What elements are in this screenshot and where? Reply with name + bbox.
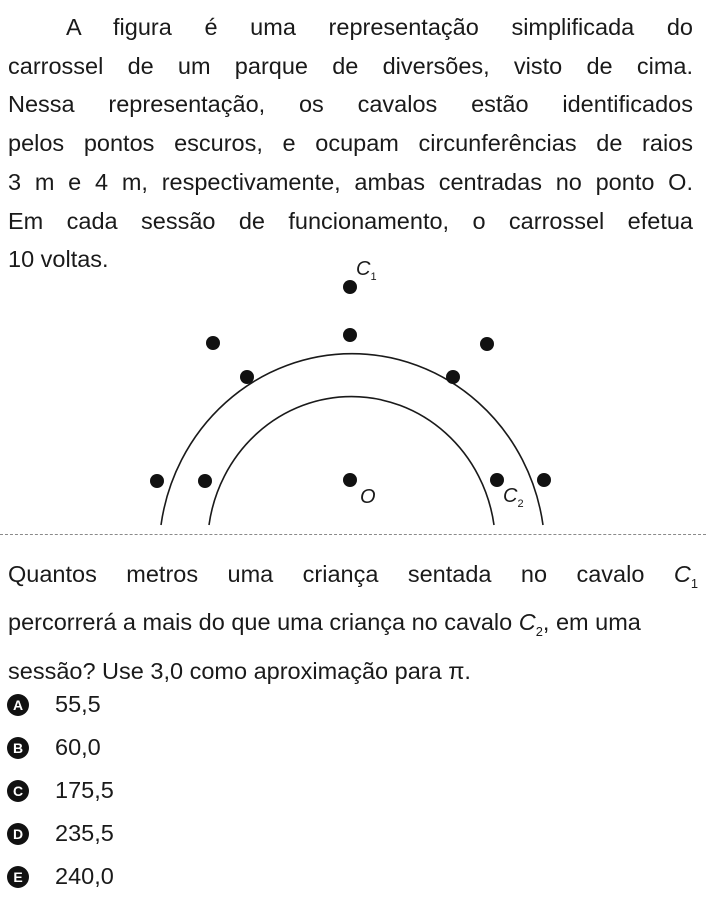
- question-part: percorrerá a mais do que uma criança no cavalo: [8, 609, 513, 636]
- horse-c1-ref: $C_1$: [673, 561, 699, 591]
- question-line: [8, 603, 698, 690]
- horse-c1-dot: [343, 280, 357, 294]
- horse-dot: [206, 336, 220, 350]
- horse-dot: [198, 474, 212, 488]
- statement-line: pelos pontos escuros, e ocupam circunferências de raios: [8, 130, 693, 157]
- statement-line: A figura é uma representação simplificada do: [66, 14, 693, 40]
- problem-statement: [8, 8, 693, 279]
- horse-dot: [480, 337, 494, 351]
- option-letter-badge: B: [7, 737, 29, 759]
- option-value: 60,0: [55, 734, 101, 760]
- question-text: [8, 555, 698, 690]
- label-c2: $C_2$: [503, 485, 524, 510]
- center-point-o: [343, 473, 357, 487]
- carousel-figure: [0, 250, 706, 535]
- answer-options: [7, 683, 114, 898]
- horse-dot: [343, 328, 357, 342]
- option-letter-badge: C: [7, 780, 29, 802]
- option-e[interactable]: [7, 855, 114, 898]
- horse-dot: [446, 370, 460, 384]
- option-d[interactable]: [7, 812, 114, 855]
- label-c1: $C_1$: [356, 258, 377, 283]
- option-value: 240,0: [55, 863, 114, 889]
- statement-line: 3 m e 4 m, respectivamente, ambas centradas no ponto O.: [8, 168, 693, 195]
- statement-line: Em cada sessão de funcionamento, o carrossel efetua: [8, 207, 693, 234]
- option-value: 235,5: [55, 820, 114, 846]
- inner-circle-arc: [209, 397, 494, 525]
- horse-dot: [537, 473, 551, 487]
- question-part: Quantos metros uma criança sentada no cavalo: [8, 561, 645, 587]
- option-value: 175,5: [55, 777, 114, 803]
- horse-c2-ref: $C_2$: [518, 609, 543, 640]
- option-c[interactable]: [7, 769, 114, 812]
- horse-dot: [240, 370, 254, 384]
- statement-line: 10 voltas.: [8, 246, 109, 273]
- option-letter-badge: A: [7, 694, 29, 716]
- horse-dot: [150, 474, 164, 488]
- statement-line: carrossel de um parque de diversões, visto de cima.: [8, 52, 693, 79]
- option-letter-badge: D: [7, 823, 29, 845]
- option-a[interactable]: [7, 683, 114, 726]
- question-line: [8, 555, 698, 603]
- dashed-divider: [0, 534, 706, 535]
- label-o: O: [360, 486, 376, 508]
- statement-line: Nessa representação, os cavalos estão identificados: [8, 91, 693, 118]
- option-value: 55,5: [55, 691, 101, 717]
- option-b[interactable]: [7, 726, 114, 769]
- question-part: , em uma sessão? Use 3,0 como aproximação para π.: [8, 609, 641, 684]
- outer-circle-arc: [161, 354, 543, 525]
- option-letter-badge: E: [7, 866, 29, 888]
- horse-c2-dot: [490, 473, 504, 487]
